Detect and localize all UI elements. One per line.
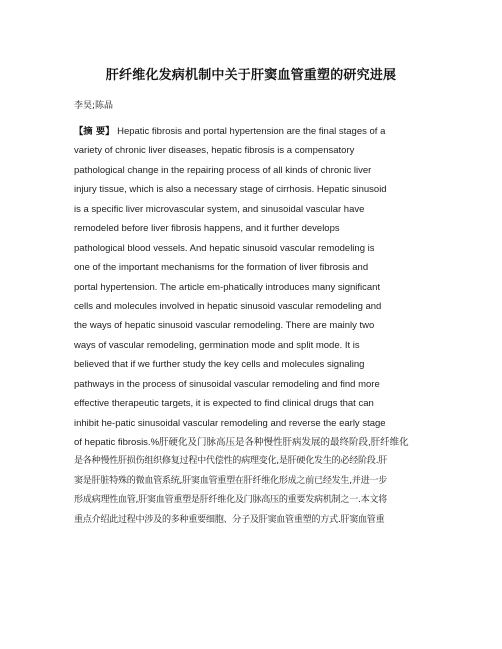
paper-title: 肝纤维化发病机制中关于肝窦血管重塑的研究进展: [105, 68, 397, 83]
abstract-line: pathways in the process of sinusoidal vascular remodeling and find more: [74, 378, 380, 390]
authors: 李昊;陈晶: [74, 101, 114, 111]
abstract-line: portal hypertension. The article em-phatically introduces many significant: [74, 281, 381, 293]
abstract-line: the ways of hepatic sinusoid vascular remodeling. There are mainly two: [74, 320, 375, 332]
abstract-line: inhibit he-patic sinusoidal vascular remodeling and reverse the early stage: [74, 417, 386, 429]
abstract-line: remodeled before liver fibrosis happens, and it further develops: [74, 223, 340, 235]
abstract-line: variety of chronic liver diseases, hepatic fibrosis is a compensatory: [74, 145, 355, 157]
abstract: [74, 122, 434, 530]
abstract-line: 窦是肝脏特殊的微血管系统,肝窦血管重塑在肝纤维化形成之前已经发生,并进一步: [74, 475, 387, 486]
abstract-line: is a specific liver microvascular system, and sinusoidal vascular have: [74, 203, 365, 215]
abstract-line: 是各种慢性肝损伤组织修复过程中代偿性的病理变化,是肝硬化发生的必经阶段.肝: [74, 456, 387, 467]
abstract-line: ways of vascular remodeling, germination mode and split mode. It is: [74, 339, 360, 351]
abstract-line: effective therapeutic targets, it is expected to find clinical drugs that can: [74, 398, 374, 410]
abstract-line: injury tissue, which is also a necessary stage of cirrhosis. Hepatic sinusoid: [74, 184, 387, 196]
abstract-line: 重点介绍此过程中涉及的多种重要细胞、分子及肝窦血管重塑的方式.肝窦血管重: [74, 514, 385, 525]
abstract-line: pathological change in the repairing process of all kinds of chronic liver: [74, 164, 372, 176]
abstract-label: 【摘 要】: [74, 126, 115, 137]
abstract-line: [74, 122, 434, 141]
abstract-line: believed that if we further study the key cells and molecules signaling: [74, 359, 365, 371]
abstract-line: cells and molecules involved in hepatic sinusoid vascular remodeling and: [74, 300, 382, 312]
abstract-line: one of the important mechanisms for the formation of liver fibrosis and: [74, 262, 369, 274]
abstract-line: 形成病理性血管,肝窦血管重塑是肝纤维化及门脉高压的重要发病机制之一.本文将: [74, 495, 387, 506]
abstract-text: Hepatic fibrosis and portal hypertension are the final stages of a: [117, 126, 386, 137]
abstract-line: pathological blood vessels. And hepatic sinusoid vascular remodeling is: [74, 242, 375, 254]
abstract-line: of hepatic fibrosis.%肝硬化及门脉高压是各种慢性肝病发展的最终阶段,肝纤维化: [74, 437, 409, 448]
